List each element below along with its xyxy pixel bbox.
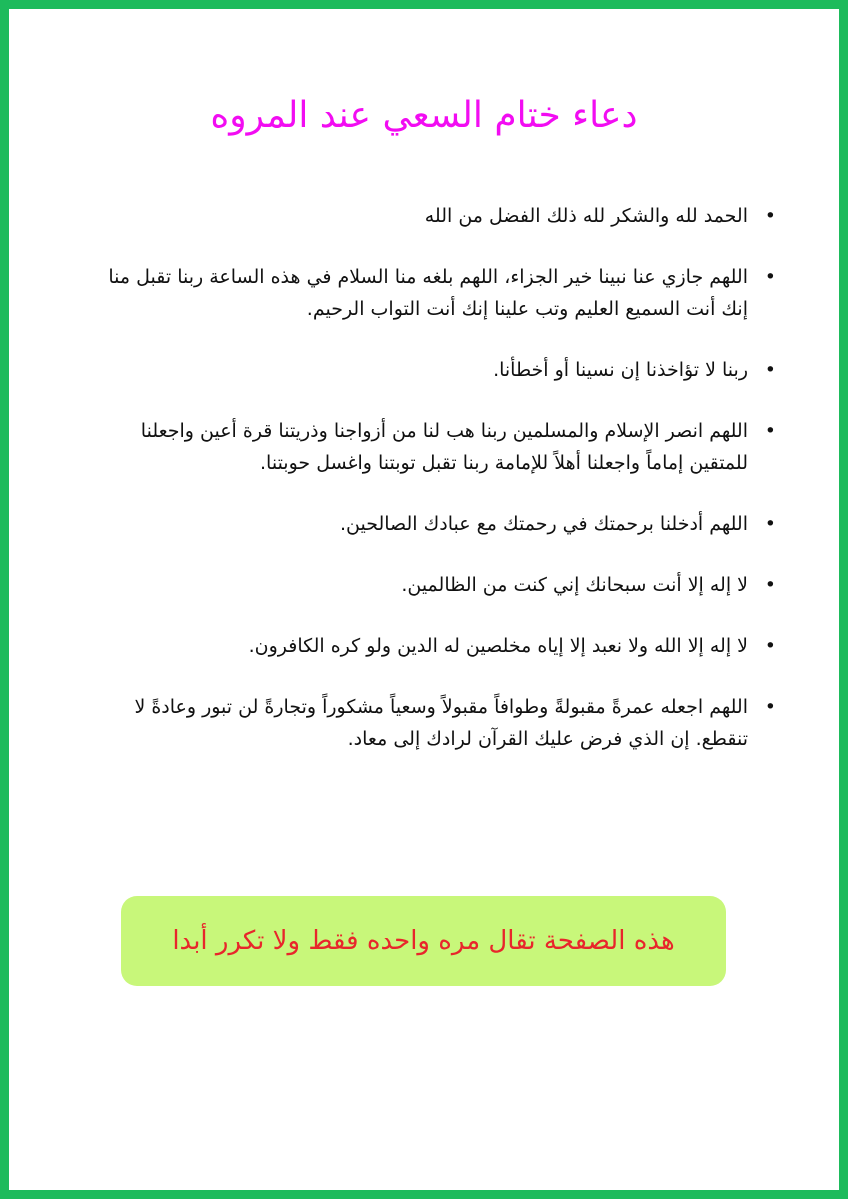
list-item — [108, 691, 776, 755]
note-banner — [121, 896, 726, 986]
note-text: هذه الصفحة تقال مره واحده فقط ولا تكرر أبدا — [172, 926, 675, 956]
list-item — [108, 200, 776, 232]
list-item — [108, 354, 776, 386]
bullet-icon: • — [764, 696, 776, 718]
dua-text: اللهم جازي عنا نبينا خير الجزاء، اللهم بلغه منا السلام في هذه الساعة ربنا تقبل منا إنك أنت السميع العليم وتب علينا إنك أنت التواب الرحيم. — [108, 266, 748, 320]
bullet-icon: • — [764, 513, 776, 535]
list-item — [108, 569, 776, 601]
bullet-icon: • — [764, 420, 776, 442]
dua-text: الحمد لله والشكر لله ذلك الفضل من الله — [424, 205, 748, 227]
list-item — [108, 261, 776, 325]
page-title: دعاء ختام السعي عند المروه — [210, 95, 638, 136]
dua-text: اللهم اجعله عمرةً مقبولةً وطوافاً مقبولاً وسعياً مشكوراً وتجارةً لن تبور وعادةً لا تنقطع. إن الذي فرض عليك القرآن لرادك إلى معاد. — [134, 696, 748, 750]
dua-list — [108, 200, 776, 784]
list-item — [108, 415, 776, 479]
bullet-icon: • — [764, 574, 776, 596]
list-item — [108, 630, 776, 662]
bullet-icon: • — [764, 359, 776, 381]
bullet-icon: • — [764, 635, 776, 657]
dua-text: لا إله إلا أنت سبحانك إني كنت من الظالمين. — [401, 574, 748, 596]
dua-text: ربنا لا تؤاخذنا إن نسينا أو أخطأنا. — [493, 359, 748, 381]
bullet-icon: • — [764, 205, 776, 227]
list-item — [108, 508, 776, 540]
bullet-icon: • — [764, 266, 776, 288]
dua-text: لا إله إلا الله ولا نعبد إلا إياه مخلصين له الدين ولو كره الكافرون. — [248, 635, 748, 657]
dua-text: اللهم أدخلنا برحمتك في رحمتك مع عبادك الصالحين. — [339, 513, 748, 535]
dua-text: اللهم انصر الإسلام والمسلمين ربنا هب لنا من أزواجنا وذريتنا قرة أعين واجعلنا للمتقين إماماً واجعلنا أهلاً للإمامة ربنا تقبل توبتنا واغسل حوبتنا. — [140, 420, 748, 474]
